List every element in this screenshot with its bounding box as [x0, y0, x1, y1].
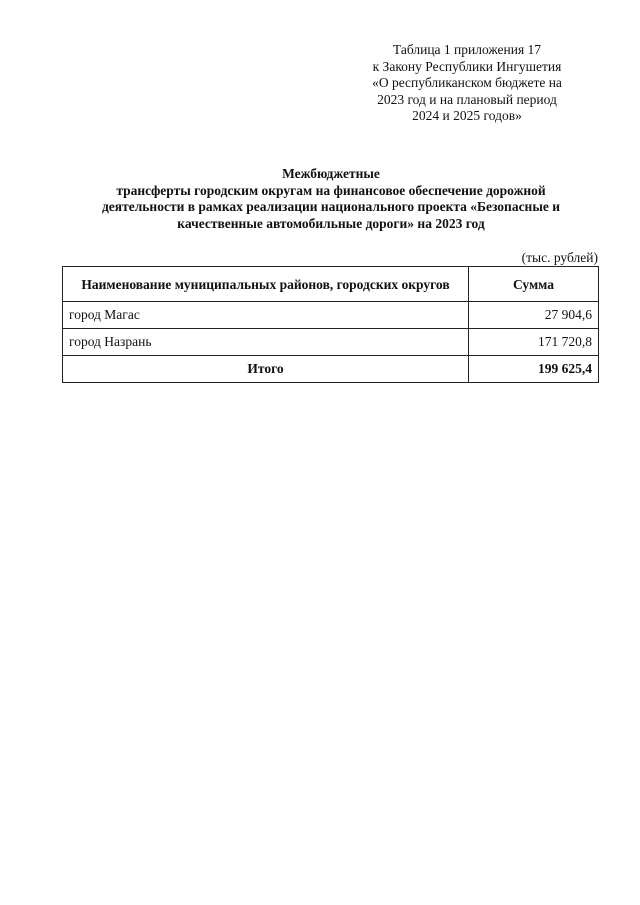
- appendix-line: «О республиканском бюджете на: [372, 75, 562, 90]
- document-title: [62, 166, 600, 232]
- appendix-reference: [352, 42, 582, 125]
- transfers-table: [62, 266, 599, 383]
- header-name: Наименование муниципальных районов, городских округов: [63, 267, 469, 302]
- appendix-line: Таблица 1 приложения 17: [392, 42, 542, 57]
- row-name: город Магас: [63, 302, 469, 329]
- appendix-line: к Закону Республики Ингушетия: [372, 58, 562, 74]
- title-line: деятельности в рамках реализации национального проекта «Безопасные и: [101, 199, 561, 214]
- appendix-line: 2024 и 2025 годов»: [412, 108, 522, 123]
- row-sum: 27 904,6: [469, 302, 599, 329]
- total-sum: 199 625,4: [469, 356, 599, 383]
- row-name: город Назрань: [63, 329, 469, 356]
- table-header-row: [63, 267, 599, 302]
- units-label: (тыс. рублей): [521, 250, 598, 265]
- row-sum: 171 720,8: [469, 329, 599, 356]
- total-row: [63, 356, 599, 383]
- total-label: Итого: [63, 356, 469, 383]
- appendix-line: 2023 год и на плановый период: [377, 91, 557, 107]
- title-line: Межбюджетные: [282, 166, 380, 181]
- table-row: [63, 302, 599, 329]
- title-line: трансферты городским округам на финансовое обеспечение дорожной: [116, 182, 546, 198]
- title-line: качественные автомобильные дороги» на 2023 год: [177, 215, 485, 231]
- header-sum: Сумма: [469, 267, 599, 302]
- table-row: [63, 329, 599, 356]
